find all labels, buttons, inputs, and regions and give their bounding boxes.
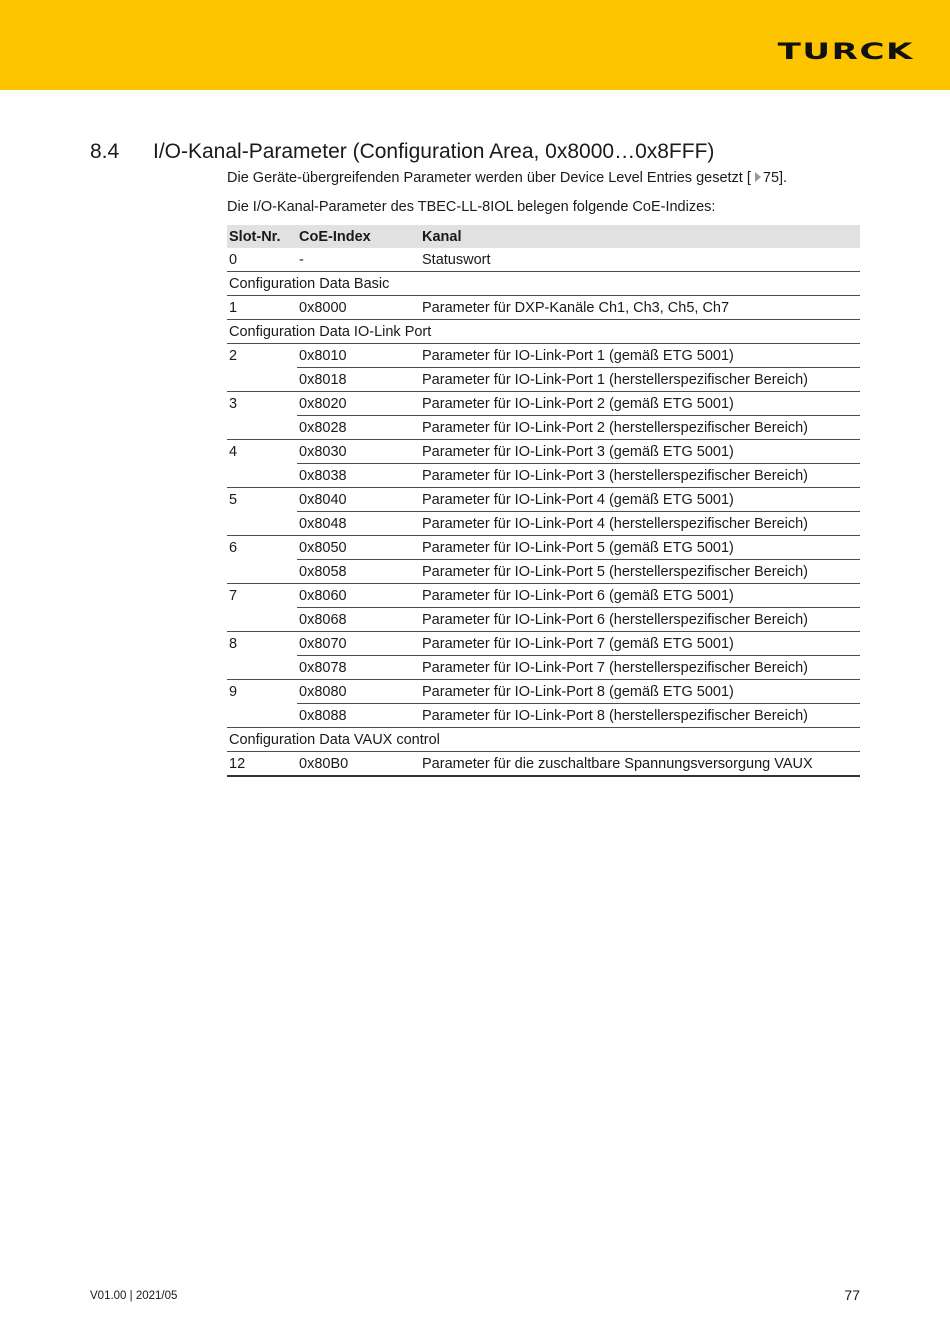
section-number: 8.4 [90, 140, 120, 163]
cell-kanal: Parameter für die zuschaltbare Spannungsversorgung VAUX [420, 752, 860, 777]
table-row [227, 560, 860, 584]
cell-slot [227, 608, 297, 632]
page-ref-arrow-icon [755, 172, 761, 182]
cell-slot: 0 [227, 248, 297, 272]
cell-coe-index: 0x8058 [297, 560, 420, 584]
cell-coe-index: 0x8018 [297, 368, 420, 392]
cell-slot: 5 [229, 491, 238, 508]
group-label: Configuration Data Basic [227, 272, 860, 296]
cell-slot: 3 [229, 395, 238, 412]
table-row [227, 464, 860, 488]
cell-kanal: Parameter für DXP-Kanäle Ch1, Ch3, Ch5, Ch7 [420, 296, 860, 320]
cell-slot [227, 512, 297, 536]
cell-kanal: Parameter für IO-Link-Port 2 (herstellerspezifischer Bereich) [420, 416, 860, 440]
table-group-row [227, 320, 860, 344]
table-row [227, 656, 860, 680]
cell-kanal: Parameter für IO-Link-Port 6 (herstellerspezifischer Bereich) [420, 608, 860, 632]
table-row [227, 392, 860, 416]
cell-coe-index: 0x8060 [297, 584, 420, 608]
cell-slot: 6 [229, 539, 238, 556]
cell-coe-index: 0x8040 [297, 488, 420, 512]
intro-close: ]. [779, 170, 788, 186]
cell-coe-index: 0x8020 [297, 392, 420, 416]
cell-slot: 1 [227, 296, 297, 320]
cell-kanal: Parameter für IO-Link-Port 6 (gemäß ETG 5001) [420, 584, 860, 608]
table-row [227, 704, 860, 728]
cell-coe-index: 0x8070 [297, 632, 420, 656]
group-label: Configuration Data IO-Link Port [227, 320, 860, 344]
table-row [227, 440, 860, 464]
cell-kanal: Parameter für IO-Link-Port 3 (gemäß ETG 5001) [420, 440, 860, 464]
cell-kanal: Parameter für IO-Link-Port 4 (gemäß ETG 5001) [420, 488, 860, 512]
cell-slot: 12 [227, 752, 297, 777]
table-group-row [227, 728, 860, 752]
header-slot: Slot-Nr. [227, 225, 297, 248]
cell-slot [227, 704, 297, 728]
cell-slot [227, 368, 297, 392]
cell-coe-index: 0x8030 [297, 440, 420, 464]
cell-kanal: Statuswort [420, 248, 860, 272]
cell-coe-index: 0x8000 [297, 296, 420, 320]
cell-slot [227, 416, 297, 440]
cell-kanal: Parameter für IO-Link-Port 8 (gemäß ETG 5001) [420, 680, 860, 704]
cell-kanal: Parameter für IO-Link-Port 5 (herstellerspezifischer Bereich) [420, 560, 860, 584]
group-label: Configuration Data VAUX control [227, 728, 860, 752]
coe-index-table [227, 225, 860, 777]
cell-kanal: Parameter für IO-Link-Port 1 (gemäß ETG 5001) [420, 344, 860, 368]
cell-coe-index: 0x8048 [297, 512, 420, 536]
table-row [227, 536, 860, 560]
table-row [227, 296, 860, 320]
cell-coe-index: 0x8028 [297, 416, 420, 440]
table-row [227, 632, 860, 656]
header-coe-index: CoE-Index [297, 225, 420, 248]
table-body [227, 248, 860, 776]
turck-logo: TURCK [777, 40, 914, 65]
table-row [227, 488, 860, 512]
page-reference-link[interactable]: 75 [762, 170, 780, 186]
table-row [227, 512, 860, 536]
cell-coe-index: 0x8078 [297, 656, 420, 680]
table-intro-paragraph: Die I/O-Kanal-Parameter des TBEC-LL-8IOL belegen folgende CoE-Indizes: [227, 199, 716, 215]
table-row [227, 344, 860, 368]
section-title: I/O-Kanal-Parameter (Configuration Area, 0x8000…0x8FFF) [153, 140, 715, 163]
cell-slot: 8 [229, 635, 238, 652]
cell-slot [227, 560, 297, 584]
cell-kanal: Parameter für IO-Link-Port 7 (gemäß ETG 5001) [420, 632, 860, 656]
header-kanal: Kanal [420, 225, 860, 248]
cell-coe-index: 0x8088 [297, 704, 420, 728]
cell-slot [227, 464, 297, 488]
cell-kanal: Parameter für IO-Link-Port 5 (gemäß ETG 5001) [420, 536, 860, 560]
cell-kanal: Parameter für IO-Link-Port 7 (herstellerspezifischer Bereich) [420, 656, 860, 680]
table-row [227, 584, 860, 608]
cell-kanal: Parameter für IO-Link-Port 2 (gemäß ETG 5001) [420, 392, 860, 416]
page-number: 77 [844, 1287, 860, 1303]
cell-slot: 9 [229, 683, 238, 700]
intro-paragraph [227, 170, 787, 186]
cell-slot: 2 [229, 347, 238, 364]
intro-text: Die Geräte-übergreifenden Parameter werden über Device Level Entries gesetzt [ [227, 170, 751, 186]
cell-slot: 7 [229, 587, 238, 604]
section-heading [90, 140, 890, 164]
table-row [227, 752, 860, 777]
cell-slot [227, 656, 297, 680]
cell-kanal: Parameter für IO-Link-Port 4 (herstellerspezifischer Bereich) [420, 512, 860, 536]
table-row [227, 416, 860, 440]
cell-kanal: Parameter für IO-Link-Port 8 (herstellerspezifischer Bereich) [420, 704, 860, 728]
footer-version: V01.00 | 2021/05 [90, 1290, 178, 1302]
cell-coe-index: 0x8068 [297, 608, 420, 632]
cell-coe-index: 0x8010 [297, 344, 420, 368]
table-header-row [227, 225, 860, 248]
table-row [227, 608, 860, 632]
cell-coe-index: 0x8050 [297, 536, 420, 560]
cell-coe-index: 0x80B0 [297, 752, 420, 777]
table-row [227, 368, 860, 392]
table-row [227, 248, 860, 272]
cell-coe-index: - [297, 248, 420, 272]
table-group-row [227, 272, 860, 296]
cell-slot: 4 [229, 443, 238, 460]
cell-kanal: Parameter für IO-Link-Port 3 (herstellerspezifischer Bereich) [420, 464, 860, 488]
cell-kanal: Parameter für IO-Link-Port 1 (herstellerspezifischer Bereich) [420, 368, 860, 392]
cell-coe-index: 0x8038 [297, 464, 420, 488]
table-row [227, 680, 860, 704]
cell-coe-index: 0x8080 [297, 680, 420, 704]
header-band [0, 0, 950, 90]
